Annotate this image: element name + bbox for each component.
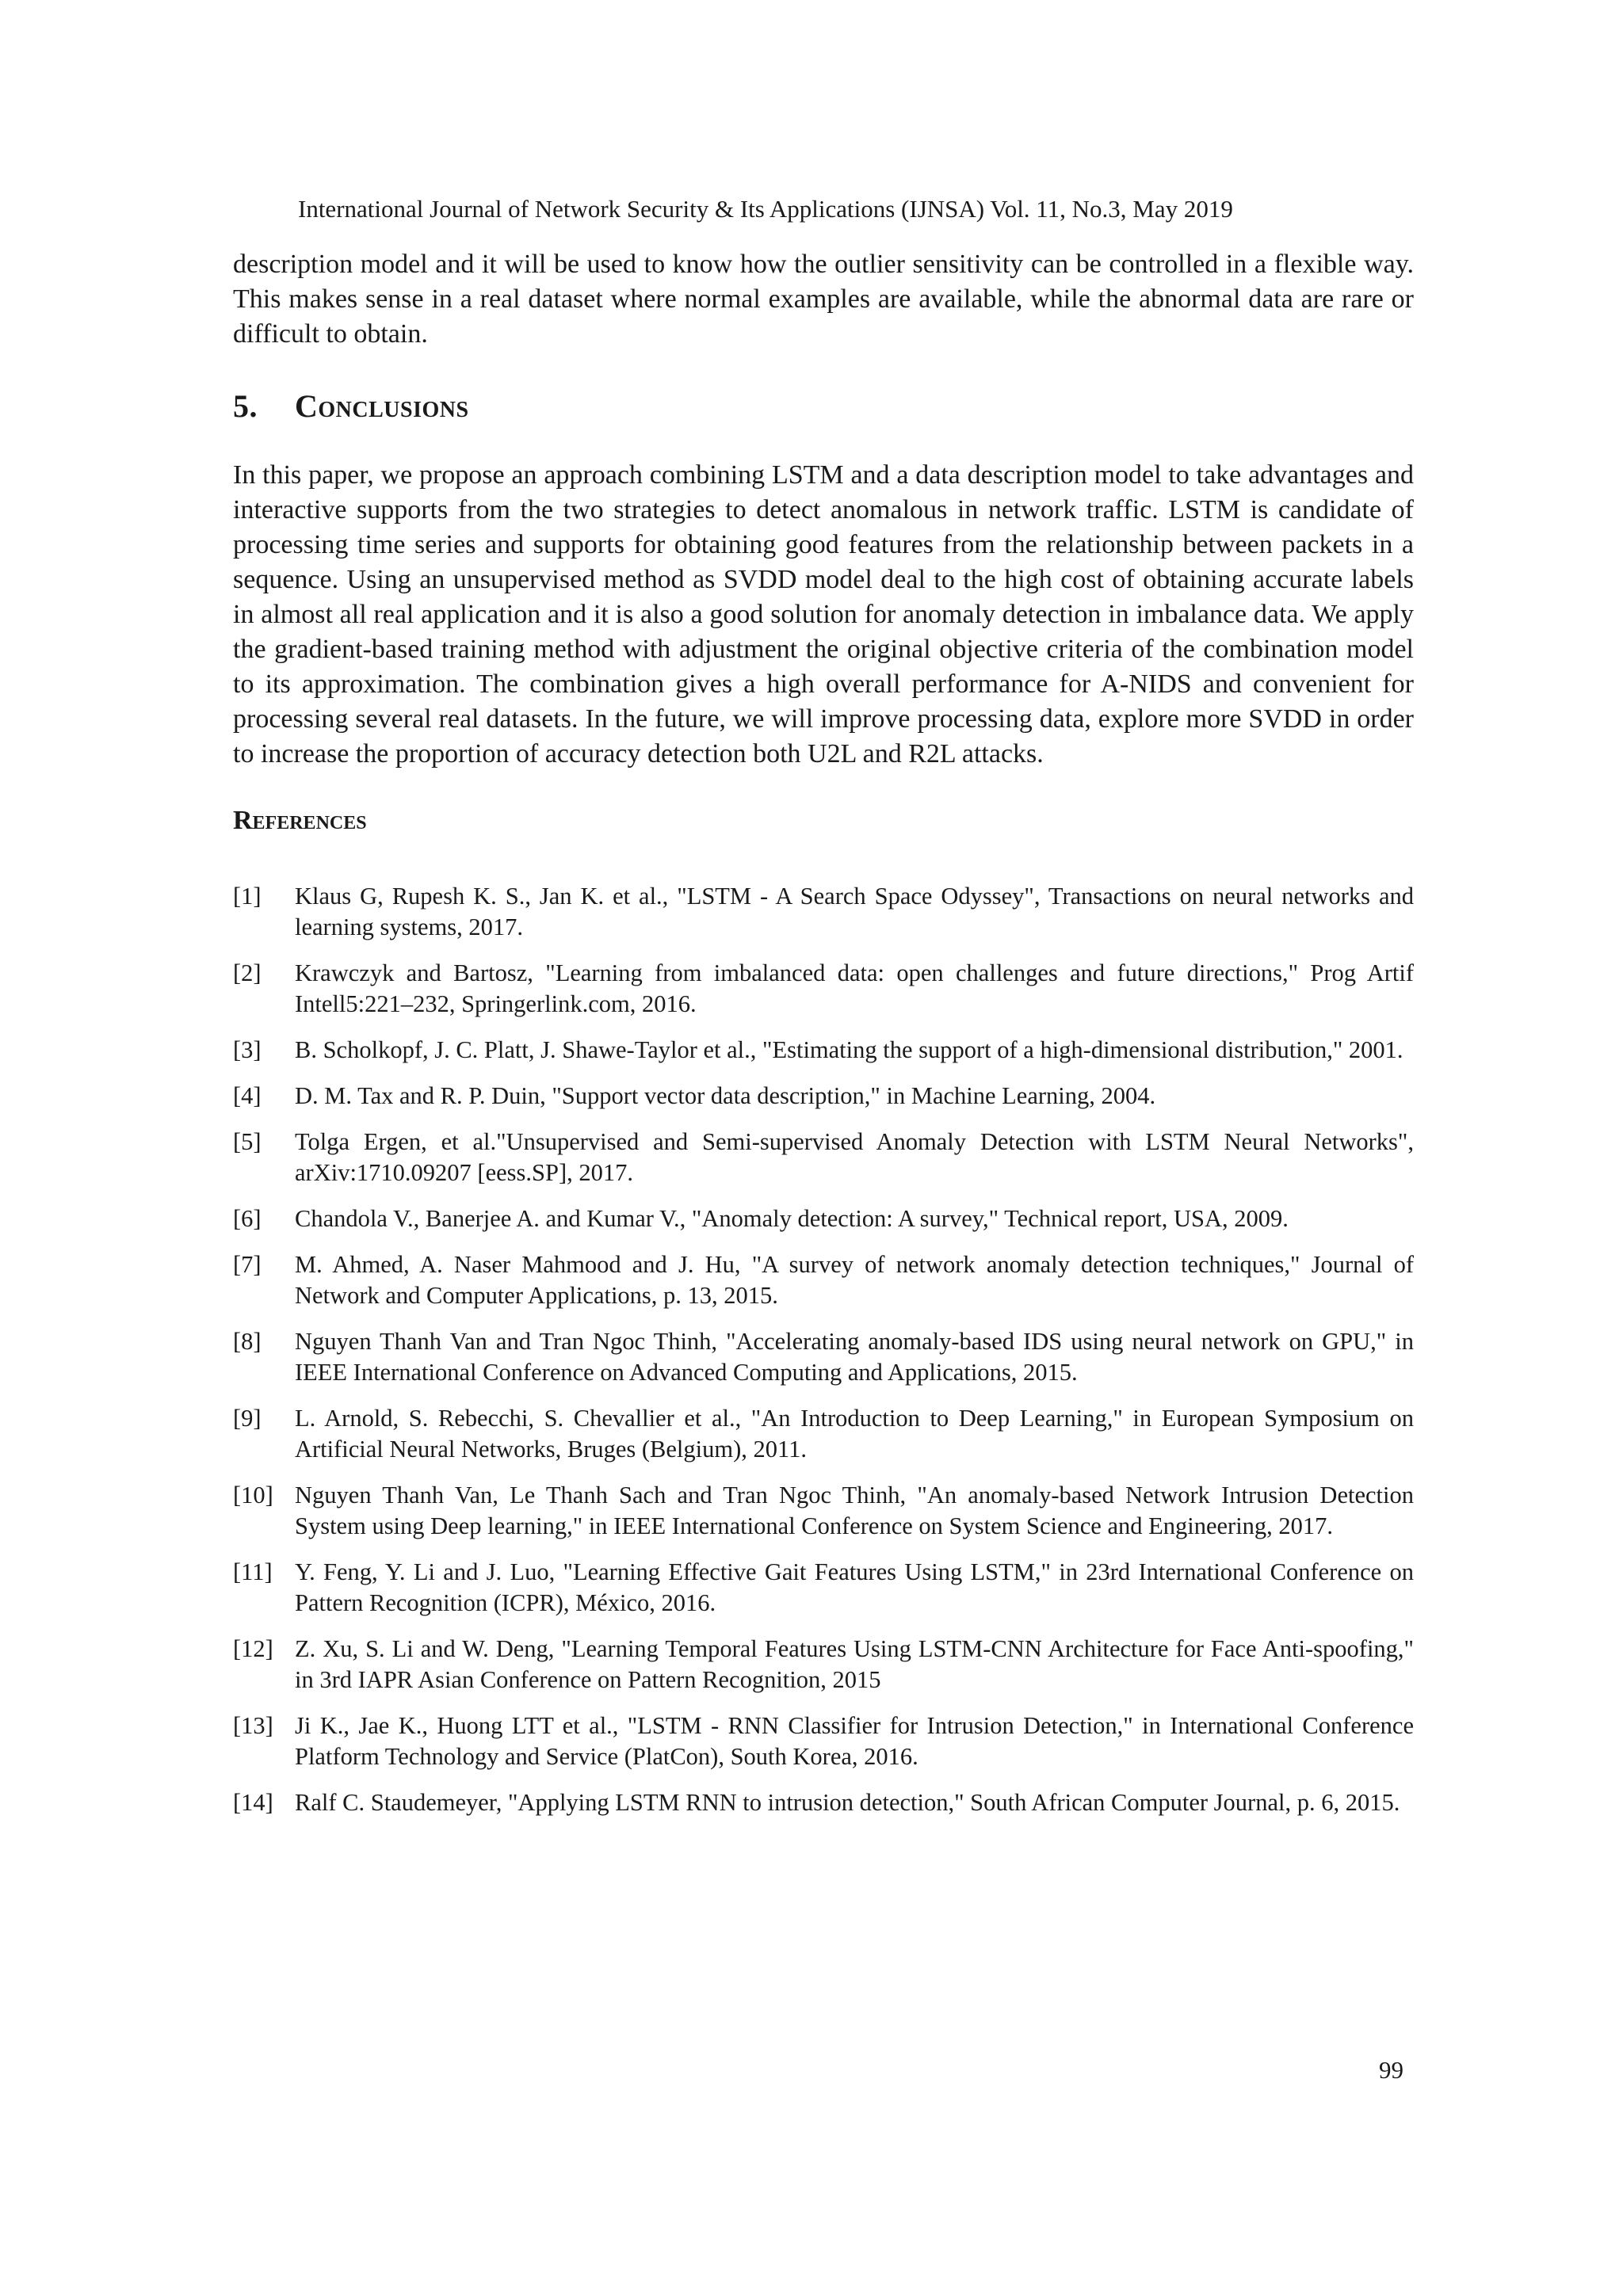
reference-number: [8] — [233, 1328, 262, 1355]
reference-item — [233, 1035, 1414, 1066]
reference-number: [6] — [233, 1205, 262, 1232]
running-header: International Journal of Network Security & Its Applications (IJNSA) Vol. 11, No.3, May 2019 — [298, 195, 1233, 223]
reference-text: Nguyen Thanh Van and Tran Ngoc Thinh, "Accelerating anomaly-based IDS using neural network on GPU," in IEEE International Conference on Advanced Computing and Applications, 2015. — [295, 1328, 1414, 1386]
reference-text: Y. Feng, Y. Li and J. Luo, "Learning Effective Gait Features Using LSTM," in 23rd International Conference on Pattern Recognition (ICPR), México, 2016. — [295, 1558, 1414, 1616]
reference-number: [11] — [233, 1558, 273, 1585]
reference-number: [5] — [233, 1128, 262, 1155]
page-content — [233, 247, 1414, 1833]
reference-item — [233, 1081, 1414, 1112]
reference-text: M. Ahmed, A. Naser Mahmood and J. Hu, "A survey of network anomaly detection techniques," Journal of Network and Computer Applications, p. 13, 2015. — [295, 1251, 1414, 1309]
reference-text: Tolga Ergen, et al."Unsupervised and Semi-supervised Anomaly Detection with LSTM Neural Networks", arXiv:1710.09207 [eess.SP], 2017. — [295, 1128, 1414, 1186]
reference-item — [233, 1326, 1414, 1388]
reference-item — [233, 1634, 1414, 1695]
references-heading: References — [233, 806, 367, 835]
section-heading — [233, 387, 1414, 426]
conclusions-paragraph: In this paper, we propose an approach combining LSTM and a data description model to take advantages and interactive supports from the two strategies to detect anomalous in network traffic. LSTM is candidate of processing time series and supports for obtaining good features from the relationship between packets in a sequence. Using an unsupervised method as SVDD model deal to the high cost of obtaining accurate labels in almost all real application and it is also a good solution for anomaly detection in imbalance data. We apply the gradient-based training method with adjustment the original objective criteria of the combination model to its approximation. The combination gives a high overall performance for A-NIDS and convenient for processing several real datasets. In the future, we will improve processing data, explore more SVDD in order to increase the proportion of accuracy detection both U2L and R2L attacks. — [233, 460, 1414, 769]
reference-text: Ji K., Jae K., Huong LTT et al., "LSTM - RNN Classifier for Intrusion Detection," in International Conference Platform Technology and Service (PlatCon), South Korea, 2016. — [295, 1712, 1414, 1770]
reference-number: [3] — [233, 1036, 262, 1063]
reference-number: [10] — [233, 1482, 273, 1508]
reference-list — [233, 881, 1414, 1818]
reference-number: [4] — [233, 1082, 262, 1109]
reference-text: D. M. Tax and R. P. Duin, "Support vector data description," in Machine Learning, 2004. — [295, 1082, 1156, 1109]
reference-item — [233, 1249, 1414, 1311]
section-title: Conclusions — [295, 388, 469, 424]
reference-number: [1] — [233, 883, 262, 910]
reference-item — [233, 1787, 1414, 1818]
reference-text: L. Arnold, S. Rebecchi, S. Chevallier et al., "An Introduction to Deep Learning," in European Symposium on Artificial Neural Networks, Bruges (Belgium), 2011. — [295, 1405, 1414, 1463]
reference-item — [233, 881, 1414, 943]
reference-number: [2] — [233, 959, 262, 986]
reference-text: Klaus G, Rupesh K. S., Jan K. et al., "LSTM - A Search Space Odyssey", Transactions on neural networks and learning systems, 2017. — [295, 883, 1414, 940]
reference-item — [233, 1711, 1414, 1772]
reference-number: [13] — [233, 1712, 273, 1739]
reference-number: [9] — [233, 1405, 262, 1432]
reference-number: [14] — [233, 1789, 273, 1816]
reference-text: Ralf C. Staudemeyer, "Applying LSTM RNN to intrusion detection," South African Computer Journal, p. 6, 2015. — [295, 1789, 1400, 1816]
reference-number: [12] — [233, 1635, 273, 1662]
reference-text: Krawczyk and Bartosz, "Learning from imbalanced data: open challenges and future directions," Prog Artif Intell5:221–232, Springerlink.com, 2016. — [295, 959, 1414, 1017]
reference-text: Chandola V., Banerjee A. and Kumar V., "Anomaly detection: A survey," Technical report, USA, 2009. — [295, 1205, 1289, 1232]
reference-item — [233, 958, 1414, 1020]
reference-item — [233, 1203, 1414, 1234]
reference-item — [233, 1127, 1414, 1188]
reference-text: Nguyen Thanh Van, Le Thanh Sach and Tran Ngoc Thinh, "An anomaly-based Network Intrusion Detection System using Deep learning," in IEEE International Conference on System Science and Engineering, 2017. — [295, 1482, 1414, 1539]
page-number: 99 — [1379, 2056, 1403, 2084]
reference-item — [233, 1403, 1414, 1465]
intro-paragraph: description model and it will be used to know how the outlier sensitivity can be controlled in a flexible way. This makes sense in a real dataset where normal examples are available, while the abnormal data are rare or difficult to obtain. — [233, 250, 1414, 349]
reference-text: B. Scholkopf, J. C. Platt, J. Shawe-Taylor et al., "Estimating the support of a high-dimensional distribution," 2001. — [295, 1036, 1403, 1063]
reference-number: [7] — [233, 1251, 262, 1278]
reference-item — [233, 1480, 1414, 1542]
section-number: 5. — [233, 388, 258, 424]
reference-text: Z. Xu, S. Li and W. Deng, "Learning Temporal Features Using LSTM-CNN Architecture for Face Anti-spoofing," in 3rd IAPR Asian Conference on Pattern Recognition, 2015 — [295, 1635, 1414, 1693]
reference-item — [233, 1557, 1414, 1619]
